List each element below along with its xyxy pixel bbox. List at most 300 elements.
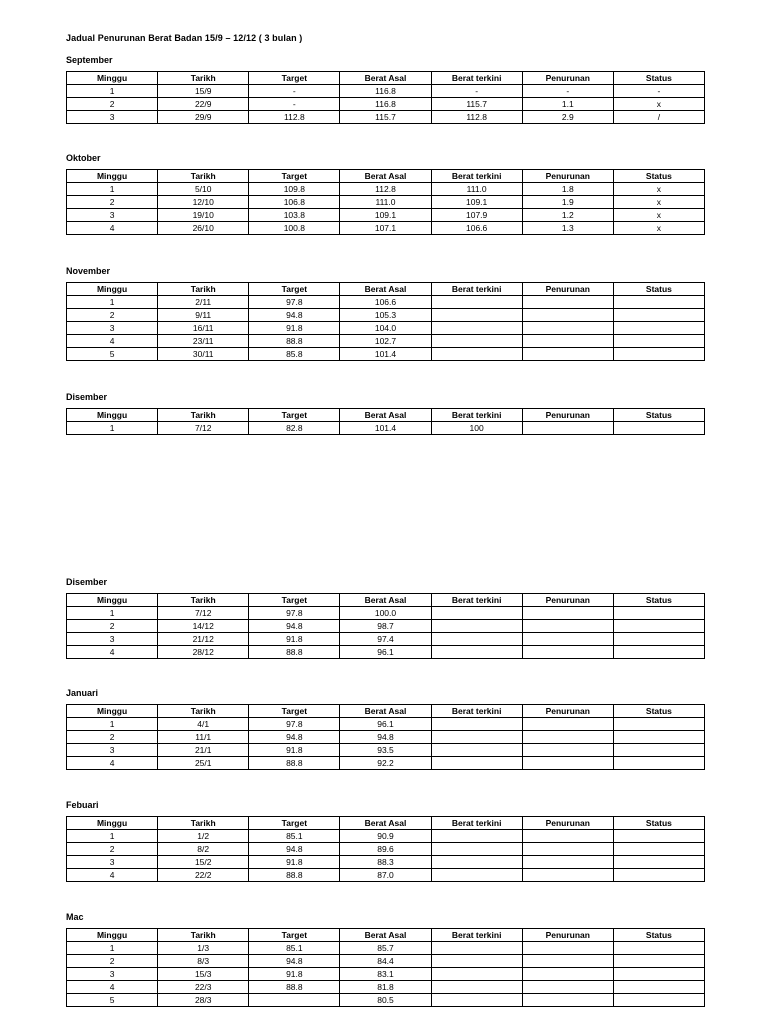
table-cell xyxy=(613,607,704,620)
weight-table xyxy=(66,704,705,770)
table-cell: 23/11 xyxy=(158,335,249,348)
table-cell: 1.8 xyxy=(522,183,613,196)
table-cell: 81.8 xyxy=(340,981,431,994)
table-cell: 97.8 xyxy=(249,718,340,731)
column-header: Target xyxy=(249,170,340,183)
table-cell xyxy=(613,646,704,659)
column-header: Penurunan xyxy=(522,817,613,830)
column-header: Berat Asal xyxy=(340,817,431,830)
table-cell: 112.8 xyxy=(431,111,522,124)
table-cell: 1 xyxy=(67,718,158,731)
table-cell: 94.8 xyxy=(249,620,340,633)
table-cell xyxy=(431,646,522,659)
column-header: Minggu xyxy=(67,594,158,607)
table-cell xyxy=(431,348,522,361)
column-header: Minggu xyxy=(67,929,158,942)
table-header-row xyxy=(67,594,705,607)
month-heading: Disember xyxy=(66,577,108,587)
table-cell xyxy=(522,843,613,856)
table-row xyxy=(67,296,705,309)
table-row xyxy=(67,111,705,124)
table-row xyxy=(67,731,705,744)
column-header: Minggu xyxy=(67,283,158,296)
table-cell: 102.7 xyxy=(340,335,431,348)
column-header: Berat terkini xyxy=(431,72,522,85)
table-cell xyxy=(522,646,613,659)
table-cell: 11/1 xyxy=(158,731,249,744)
table-cell: 16/11 xyxy=(158,322,249,335)
table-row xyxy=(67,869,705,882)
table-cell: - xyxy=(431,85,522,98)
table-row xyxy=(67,196,705,209)
table-cell xyxy=(613,994,704,1007)
table-cell xyxy=(522,856,613,869)
table-cell: 8/2 xyxy=(158,843,249,856)
table-cell: 1 xyxy=(67,830,158,843)
table-cell xyxy=(522,322,613,335)
table-cell: 2 xyxy=(67,98,158,111)
column-header: Penurunan xyxy=(522,929,613,942)
column-header: Tarikh xyxy=(158,409,249,422)
table-cell: x xyxy=(613,222,704,235)
table-cell xyxy=(431,757,522,770)
table-cell: x xyxy=(613,183,704,196)
table-cell xyxy=(431,731,522,744)
table-cell: 2 xyxy=(67,955,158,968)
table-cell xyxy=(431,981,522,994)
table-cell: 25/1 xyxy=(158,757,249,770)
table-cell xyxy=(522,620,613,633)
column-header: Status xyxy=(613,409,704,422)
table-cell xyxy=(431,955,522,968)
column-header: Target xyxy=(249,817,340,830)
table-cell: 91.8 xyxy=(249,968,340,981)
table-cell: 15/3 xyxy=(158,968,249,981)
table-cell xyxy=(613,309,704,322)
table-cell: 3 xyxy=(67,322,158,335)
column-header: Penurunan xyxy=(522,409,613,422)
table-cell: 85.8 xyxy=(249,348,340,361)
table-cell: 100.8 xyxy=(249,222,340,235)
table-row xyxy=(67,744,705,757)
weight-table xyxy=(66,282,705,361)
table-cell xyxy=(613,856,704,869)
table-cell: 80.5 xyxy=(340,994,431,1007)
table-cell: 4 xyxy=(67,646,158,659)
table-cell xyxy=(613,955,704,968)
column-header: Penurunan xyxy=(522,72,613,85)
table-cell: 15/2 xyxy=(158,856,249,869)
table-cell xyxy=(522,981,613,994)
table-cell xyxy=(613,731,704,744)
column-header: Penurunan xyxy=(522,170,613,183)
table-cell xyxy=(522,955,613,968)
month-heading: September xyxy=(66,55,113,65)
column-header: Berat terkini xyxy=(431,170,522,183)
table-cell xyxy=(431,335,522,348)
table-cell: - xyxy=(522,85,613,98)
table-cell: 1 xyxy=(67,607,158,620)
table-row xyxy=(67,222,705,235)
column-header: Penurunan xyxy=(522,705,613,718)
table-row xyxy=(67,994,705,1007)
weight-table xyxy=(66,593,705,659)
table-cell: 2 xyxy=(67,843,158,856)
table-cell: 3 xyxy=(67,209,158,222)
column-header: Berat Asal xyxy=(340,409,431,422)
table-cell xyxy=(431,942,522,955)
table-cell xyxy=(613,422,704,435)
table-cell xyxy=(522,968,613,981)
table-cell: 5 xyxy=(67,994,158,1007)
table-cell: 9/11 xyxy=(158,309,249,322)
table-cell xyxy=(431,718,522,731)
table-cell: x xyxy=(613,209,704,222)
table-cell: - xyxy=(613,85,704,98)
table-cell: 84.4 xyxy=(340,955,431,968)
table-cell: 94.8 xyxy=(249,309,340,322)
table-cell: 109.1 xyxy=(431,196,522,209)
table-cell: 2 xyxy=(67,731,158,744)
table-cell: 29/9 xyxy=(158,111,249,124)
table-cell: 97.8 xyxy=(249,607,340,620)
table-row xyxy=(67,856,705,869)
column-header: Status xyxy=(613,170,704,183)
table-cell: 2 xyxy=(67,196,158,209)
table-cell: 115.7 xyxy=(431,98,522,111)
table-cell: 28/12 xyxy=(158,646,249,659)
table-cell: 94.8 xyxy=(249,955,340,968)
table-cell xyxy=(431,843,522,856)
table-cell: 12/10 xyxy=(158,196,249,209)
table-cell: x xyxy=(613,98,704,111)
table-header-row xyxy=(67,283,705,296)
table-row xyxy=(67,843,705,856)
table-cell xyxy=(613,830,704,843)
table-row xyxy=(67,335,705,348)
table-cell: 83.1 xyxy=(340,968,431,981)
table-cell: 5 xyxy=(67,348,158,361)
table-cell xyxy=(522,422,613,435)
table-cell: 103.8 xyxy=(249,209,340,222)
weight-table xyxy=(66,408,705,435)
document-title: Jadual Penurunan Berat Badan 15/9 – 12/12 ( 3 bulan ) xyxy=(66,33,303,43)
table-cell: 116.8 xyxy=(340,85,431,98)
table-cell xyxy=(613,981,704,994)
table-cell xyxy=(613,348,704,361)
table-cell xyxy=(431,296,522,309)
month-section xyxy=(66,799,705,882)
column-header: Target xyxy=(249,705,340,718)
column-header: Tarikh xyxy=(158,170,249,183)
weight-table xyxy=(66,169,705,235)
table-cell xyxy=(431,309,522,322)
table-cell: 3 xyxy=(67,856,158,869)
table-cell: 1 xyxy=(67,422,158,435)
column-header: Target xyxy=(249,929,340,942)
table-cell xyxy=(431,856,522,869)
table-cell: 7/12 xyxy=(158,422,249,435)
table-cell: 115.7 xyxy=(340,111,431,124)
month-section xyxy=(66,54,705,124)
column-header: Minggu xyxy=(67,817,158,830)
month-section xyxy=(66,576,705,659)
table-cell: 26/10 xyxy=(158,222,249,235)
table-cell: 112.8 xyxy=(249,111,340,124)
table-row xyxy=(67,633,705,646)
table-cell: 4 xyxy=(67,222,158,235)
table-cell xyxy=(613,843,704,856)
column-header: Minggu xyxy=(67,705,158,718)
month-heading: Disember xyxy=(66,392,108,402)
table-cell: 89.6 xyxy=(340,843,431,856)
table-cell: 106.6 xyxy=(340,296,431,309)
table-cell: 15/9 xyxy=(158,85,249,98)
column-header: Minggu xyxy=(67,409,158,422)
table-row xyxy=(67,620,705,633)
table-cell: 1 xyxy=(67,296,158,309)
column-header: Berat terkini xyxy=(431,409,522,422)
table-cell: 101.4 xyxy=(340,422,431,435)
column-header: Berat Asal xyxy=(340,705,431,718)
column-header: Berat Asal xyxy=(340,929,431,942)
column-header: Status xyxy=(613,929,704,942)
table-cell: 94.8 xyxy=(340,731,431,744)
table-cell: - xyxy=(249,98,340,111)
table-cell: 4 xyxy=(67,335,158,348)
column-header: Penurunan xyxy=(522,283,613,296)
table-cell: 100 xyxy=(431,422,522,435)
table-cell: 22/2 xyxy=(158,869,249,882)
column-header: Status xyxy=(613,283,704,296)
column-header: Target xyxy=(249,409,340,422)
column-header: Tarikh xyxy=(158,594,249,607)
table-cell: 90.9 xyxy=(340,830,431,843)
column-header: Berat terkini xyxy=(431,283,522,296)
table-cell: 4/1 xyxy=(158,718,249,731)
column-header: Tarikh xyxy=(158,817,249,830)
table-cell: 97.8 xyxy=(249,296,340,309)
table-cell xyxy=(431,830,522,843)
table-cell: 1 xyxy=(67,942,158,955)
table-cell: 91.8 xyxy=(249,856,340,869)
table-cell: 104.0 xyxy=(340,322,431,335)
weight-table xyxy=(66,71,705,124)
table-header-row xyxy=(67,409,705,422)
table-cell xyxy=(522,744,613,757)
table-cell xyxy=(613,869,704,882)
table-cell xyxy=(431,607,522,620)
table-row xyxy=(67,607,705,620)
table-cell xyxy=(522,869,613,882)
table-cell xyxy=(431,994,522,1007)
table-cell: 4 xyxy=(67,981,158,994)
table-cell: 5/10 xyxy=(158,183,249,196)
table-row xyxy=(67,85,705,98)
table-row xyxy=(67,968,705,981)
table-row xyxy=(67,322,705,335)
column-header: Penurunan xyxy=(522,594,613,607)
table-cell xyxy=(431,633,522,646)
table-cell: 2/11 xyxy=(158,296,249,309)
table-cell: 3 xyxy=(67,111,158,124)
table-cell: 2 xyxy=(67,309,158,322)
table-cell: 14/12 xyxy=(158,620,249,633)
month-section xyxy=(66,152,705,235)
table-row xyxy=(67,942,705,955)
table-cell xyxy=(522,296,613,309)
table-cell xyxy=(613,633,704,646)
table-cell xyxy=(522,830,613,843)
table-cell xyxy=(613,757,704,770)
weight-table xyxy=(66,928,705,1007)
table-row xyxy=(67,348,705,361)
month-section xyxy=(66,911,705,1007)
table-cell: 1 xyxy=(67,85,158,98)
table-cell xyxy=(613,335,704,348)
column-header: Berat terkini xyxy=(431,817,522,830)
table-cell: 88.8 xyxy=(249,981,340,994)
table-cell: 1 xyxy=(67,183,158,196)
table-cell: 91.8 xyxy=(249,322,340,335)
table-cell: 93.5 xyxy=(340,744,431,757)
column-header: Tarikh xyxy=(158,929,249,942)
table-header-row xyxy=(67,817,705,830)
table-cell xyxy=(522,757,613,770)
table-cell xyxy=(522,633,613,646)
table-row xyxy=(67,422,705,435)
table-cell: 92.2 xyxy=(340,757,431,770)
table-cell: 19/10 xyxy=(158,209,249,222)
column-header: Berat Asal xyxy=(340,170,431,183)
table-cell xyxy=(522,348,613,361)
table-cell: 88.3 xyxy=(340,856,431,869)
table-cell: 100.0 xyxy=(340,607,431,620)
table-cell: x xyxy=(613,196,704,209)
table-cell: 3 xyxy=(67,968,158,981)
month-section xyxy=(66,265,705,361)
table-row xyxy=(67,183,705,196)
table-cell: 112.8 xyxy=(340,183,431,196)
table-row xyxy=(67,209,705,222)
table-cell: 96.1 xyxy=(340,718,431,731)
table-cell: 106.8 xyxy=(249,196,340,209)
column-header: Tarikh xyxy=(158,72,249,85)
table-cell: 88.8 xyxy=(249,646,340,659)
table-cell xyxy=(613,942,704,955)
table-cell xyxy=(431,968,522,981)
table-cell: 28/3 xyxy=(158,994,249,1007)
table-cell: 1.1 xyxy=(522,98,613,111)
column-header: Target xyxy=(249,594,340,607)
table-row xyxy=(67,309,705,322)
column-header: Berat terkini xyxy=(431,929,522,942)
table-cell xyxy=(613,718,704,731)
table-header-row xyxy=(67,170,705,183)
table-cell: 85.1 xyxy=(249,942,340,955)
table-cell xyxy=(431,620,522,633)
table-cell: 82.8 xyxy=(249,422,340,435)
month-heading: Januari xyxy=(66,688,99,698)
table-cell: 94.8 xyxy=(249,731,340,744)
table-cell: 109.8 xyxy=(249,183,340,196)
column-header: Status xyxy=(613,817,704,830)
column-header: Minggu xyxy=(67,72,158,85)
weight-table xyxy=(66,816,705,882)
table-row xyxy=(67,718,705,731)
column-header: Status xyxy=(613,594,704,607)
table-cell xyxy=(249,994,340,1007)
table-cell xyxy=(613,322,704,335)
table-cell: 87.0 xyxy=(340,869,431,882)
column-header: Berat Asal xyxy=(340,283,431,296)
table-cell: 107.9 xyxy=(431,209,522,222)
table-row xyxy=(67,646,705,659)
month-heading: November xyxy=(66,266,111,276)
column-header: Target xyxy=(249,283,340,296)
table-cell: 7/12 xyxy=(158,607,249,620)
table-cell: 116.8 xyxy=(340,98,431,111)
table-cell: 8/3 xyxy=(158,955,249,968)
column-header: Status xyxy=(613,72,704,85)
table-cell: 4 xyxy=(67,869,158,882)
table-cell xyxy=(522,942,613,955)
table-cell xyxy=(613,744,704,757)
table-header-row xyxy=(67,705,705,718)
table-cell: 22/9 xyxy=(158,98,249,111)
column-header: Berat Asal xyxy=(340,72,431,85)
table-cell: 111.0 xyxy=(340,196,431,209)
table-cell: 105.3 xyxy=(340,309,431,322)
column-header: Berat Asal xyxy=(340,594,431,607)
table-cell xyxy=(613,296,704,309)
table-cell xyxy=(431,322,522,335)
table-cell: - xyxy=(249,85,340,98)
table-cell: / xyxy=(613,111,704,124)
column-header: Berat terkini xyxy=(431,594,522,607)
table-cell: 111.0 xyxy=(431,183,522,196)
table-cell xyxy=(522,335,613,348)
column-header: Tarikh xyxy=(158,283,249,296)
table-cell: 21/12 xyxy=(158,633,249,646)
table-row xyxy=(67,830,705,843)
table-cell: 22/3 xyxy=(158,981,249,994)
table-cell: 101.4 xyxy=(340,348,431,361)
table-cell: 88.8 xyxy=(249,869,340,882)
table-header-row xyxy=(67,929,705,942)
column-header: Berat terkini xyxy=(431,705,522,718)
table-header-row xyxy=(67,72,705,85)
table-cell: 85.7 xyxy=(340,942,431,955)
table-cell: 91.8 xyxy=(249,633,340,646)
table-row xyxy=(67,955,705,968)
table-cell: 30/11 xyxy=(158,348,249,361)
table-cell: 1.2 xyxy=(522,209,613,222)
table-cell: 3 xyxy=(67,744,158,757)
table-cell: 1/2 xyxy=(158,830,249,843)
table-cell: 109.1 xyxy=(340,209,431,222)
column-header: Status xyxy=(613,705,704,718)
column-header: Minggu xyxy=(67,170,158,183)
table-cell: 91.8 xyxy=(249,744,340,757)
column-header: Tarikh xyxy=(158,705,249,718)
table-cell: 96.1 xyxy=(340,646,431,659)
table-cell xyxy=(431,869,522,882)
table-row xyxy=(67,757,705,770)
table-cell: 1/3 xyxy=(158,942,249,955)
table-cell: 88.8 xyxy=(249,335,340,348)
table-cell: 94.8 xyxy=(249,843,340,856)
